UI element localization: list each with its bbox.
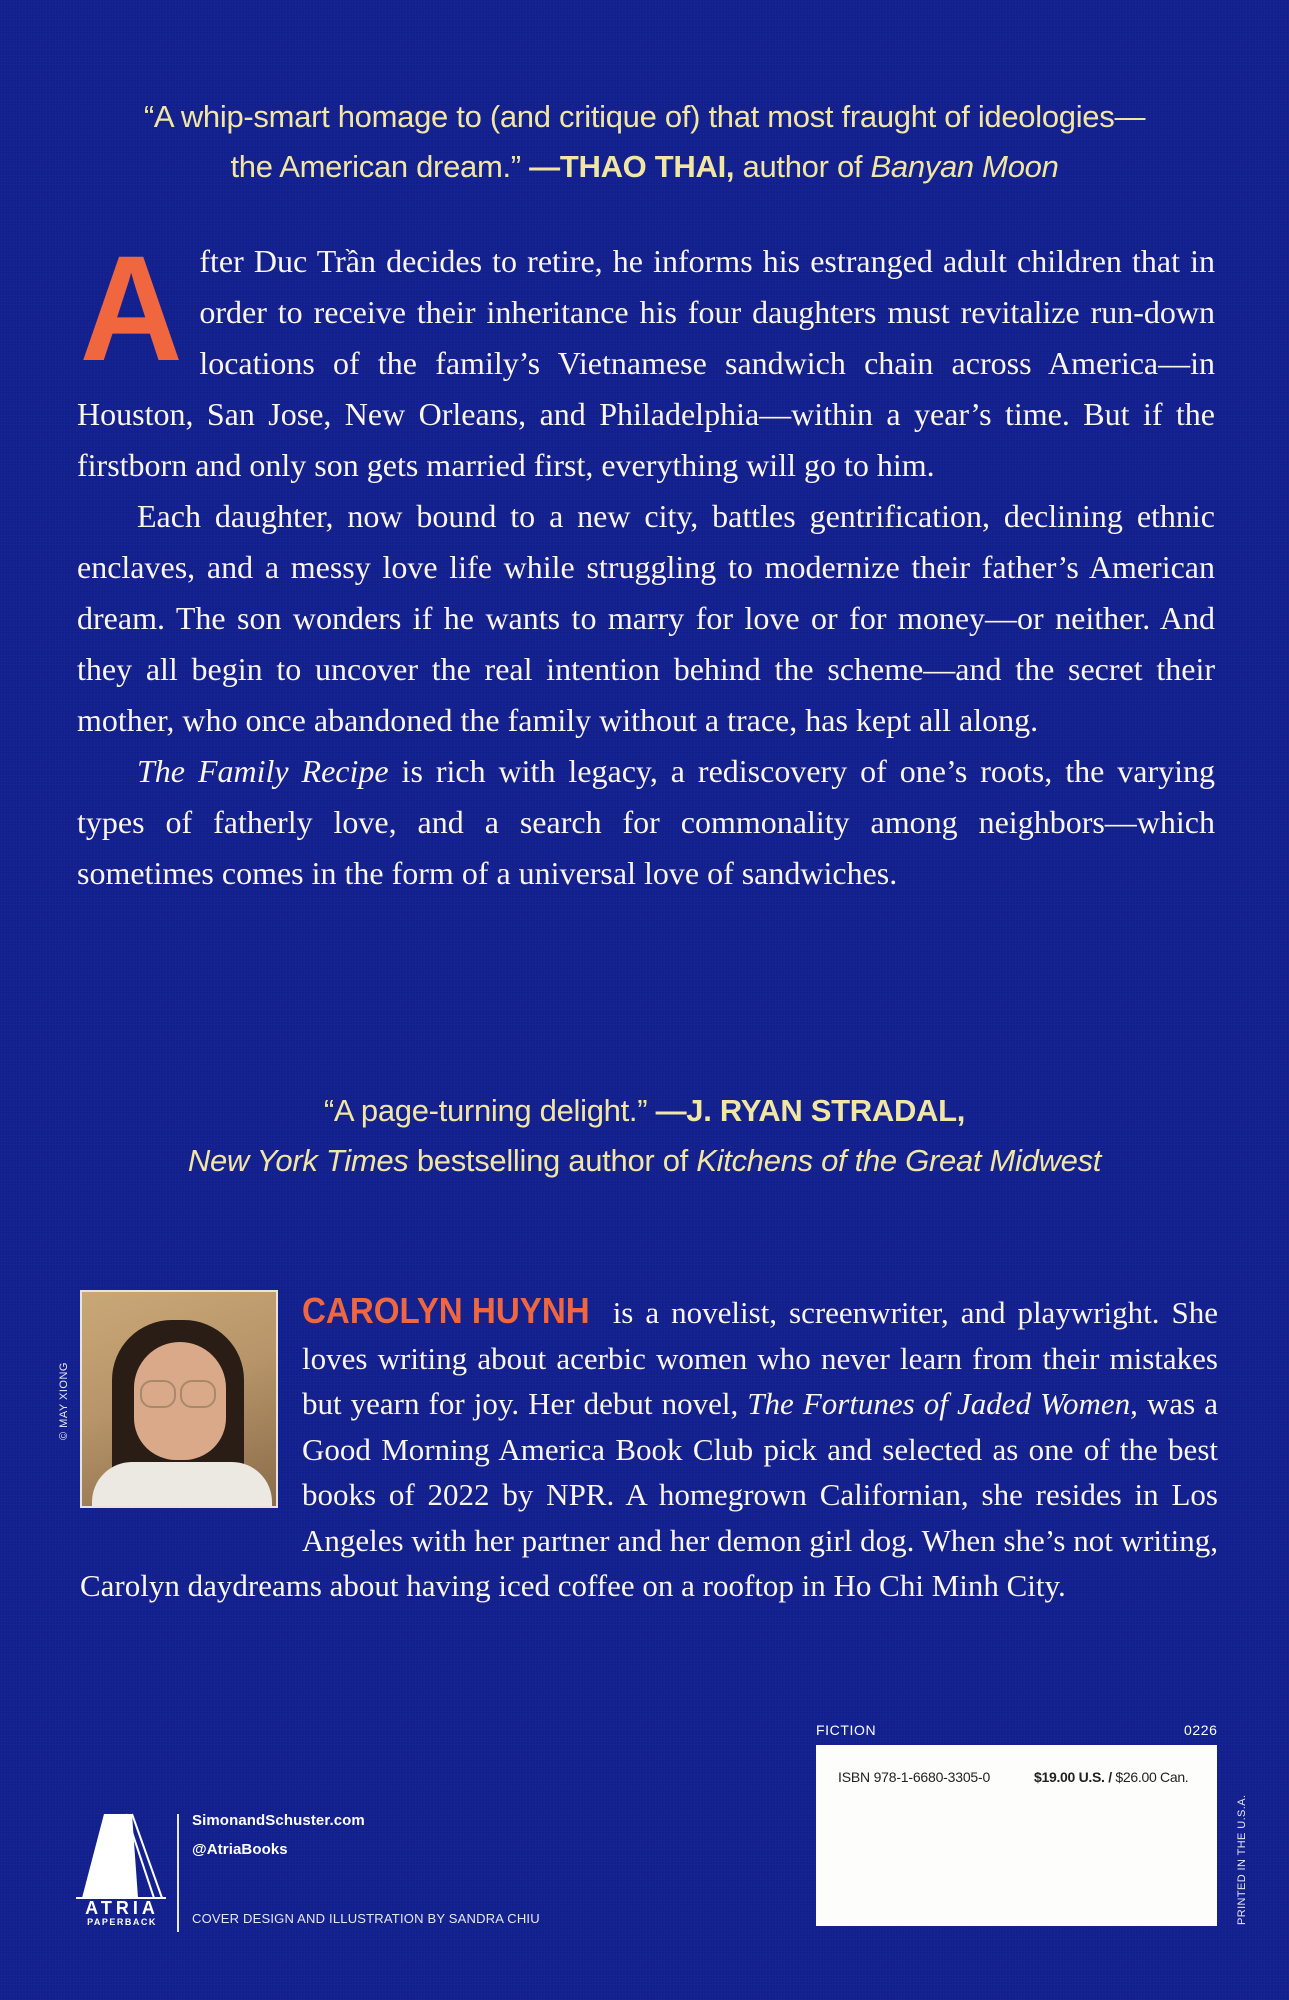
price-can: $26.00 Can. bbox=[1111, 1769, 1189, 1785]
author-name: CAROLYN HUYNH bbox=[302, 1290, 590, 1331]
blurb-author-role: bestselling author of bbox=[408, 1143, 697, 1178]
photo-credit: © MAY XIONG bbox=[58, 1362, 70, 1440]
blurb-author-role: author of bbox=[734, 149, 871, 184]
barcode-box bbox=[816, 1745, 1217, 1926]
bottom-blurb-quote bbox=[0, 1086, 1289, 1186]
paragraph-text: is rich with legacy, a rediscovery of one’s roots, the varying types of fatherly love, and a search for commonality among neighbors—which sometimes comes in the form of a universal love of sandwiches. bbox=[77, 753, 1215, 891]
quote-text: the American dream.” bbox=[230, 149, 530, 184]
publisher-logo-sub: PAPERBACK bbox=[87, 1917, 157, 1927]
isbn: ISBN 978-1-6680-3305-0 bbox=[838, 1769, 991, 1785]
bottom-blurb-line-2 bbox=[0, 1136, 1289, 1186]
top-blurb-quote bbox=[0, 92, 1289, 192]
blurb-author-name: —THAO THAI, bbox=[529, 149, 735, 184]
bio-text: , was a Good Morning America Book Club pick and selected as one of the best books of 2022 by NPR. A homegrown Californian, she resides in Los Angeles with her partner and her demon girl dog. When she’s not writing, Carolyn daydreams about having iced coffee on a rooftop in Ho Chi Minh City. bbox=[80, 1386, 1218, 1603]
bottom-blurb-line-1 bbox=[0, 1086, 1289, 1136]
paragraph-text: fter Duc Trần decides to retire, he informs his estranged adult children that in order to receive their inheritance his four daughters must revitalize run-down locations of the family’s Vietnamese sandwich chain across America—in Houston, San Jose, New Orleans, and Philadelphia—within a year’s time. But if the firstborn and only son gets married first, everything will go to him. bbox=[77, 243, 1215, 483]
debut-title: The Fortunes of Jaded Women bbox=[747, 1386, 1131, 1421]
synopsis-paragraph-2 bbox=[77, 491, 1215, 746]
bio-text: is a novelist, screenwriter, and playwright. She loves writing about acerbic women who never learn from their mistakes but yearn for joy. Her debut novel, bbox=[302, 1295, 1218, 1421]
blurb-book-title: Banyan Moon bbox=[870, 149, 1059, 184]
quote-text: “A whip-smart homage to (and critique of) that most fraught of ideologies— bbox=[143, 99, 1146, 134]
publisher-website-link[interactable]: SimonandSchuster.com bbox=[192, 1812, 365, 1829]
synopsis bbox=[77, 224, 1215, 899]
cover-credit: COVER DESIGN AND ILLUSTRATION BY SANDRA CHIU bbox=[192, 1911, 540, 1926]
price-code: 0226 bbox=[1184, 1722, 1218, 1738]
price-us: $19.00 U.S. / bbox=[1034, 1769, 1112, 1785]
top-blurb-line-2 bbox=[0, 142, 1289, 192]
publication-name: New York Times bbox=[187, 1143, 409, 1178]
divider bbox=[177, 1814, 179, 1932]
paragraph-text: Each daughter, now bound to a new city, battles gentrification, declining ethnic enclaves, and a messy love life while struggling to modernize their father’s American dream. The son wonders if he wants to marry for love or for money—or neither. And they all begin to uncover the real intention behind the scheme—and the secret their mother, who once abandoned the family without a trace, has kept all along. bbox=[77, 498, 1215, 738]
genre-label: FICTION bbox=[816, 1722, 877, 1738]
synopsis-paragraph-3 bbox=[77, 746, 1215, 899]
author-bio bbox=[80, 1288, 1218, 1609]
blurb-book-title: Kitchens of the Great Midwest bbox=[696, 1143, 1102, 1178]
blurb-author-name: —J. RYAN STRADAL, bbox=[655, 1093, 966, 1128]
top-blurb-line-1 bbox=[0, 92, 1289, 142]
book-title: The Family Recipe bbox=[137, 753, 389, 789]
quote-text: “A page-turning delight.” bbox=[323, 1093, 656, 1128]
photo-spacer bbox=[80, 1288, 302, 1518]
price bbox=[1034, 1769, 1188, 1785]
synopsis-paragraph-1 bbox=[77, 224, 1215, 491]
drop-cap: A bbox=[79, 224, 183, 392]
publisher-social-handle[interactable]: @AtriaBooks bbox=[192, 1841, 288, 1858]
publisher-logo-word: ATRIA bbox=[85, 1898, 159, 1918]
printed-in-label: PRINTED IN THE U.S.A. bbox=[1236, 1794, 1248, 1925]
